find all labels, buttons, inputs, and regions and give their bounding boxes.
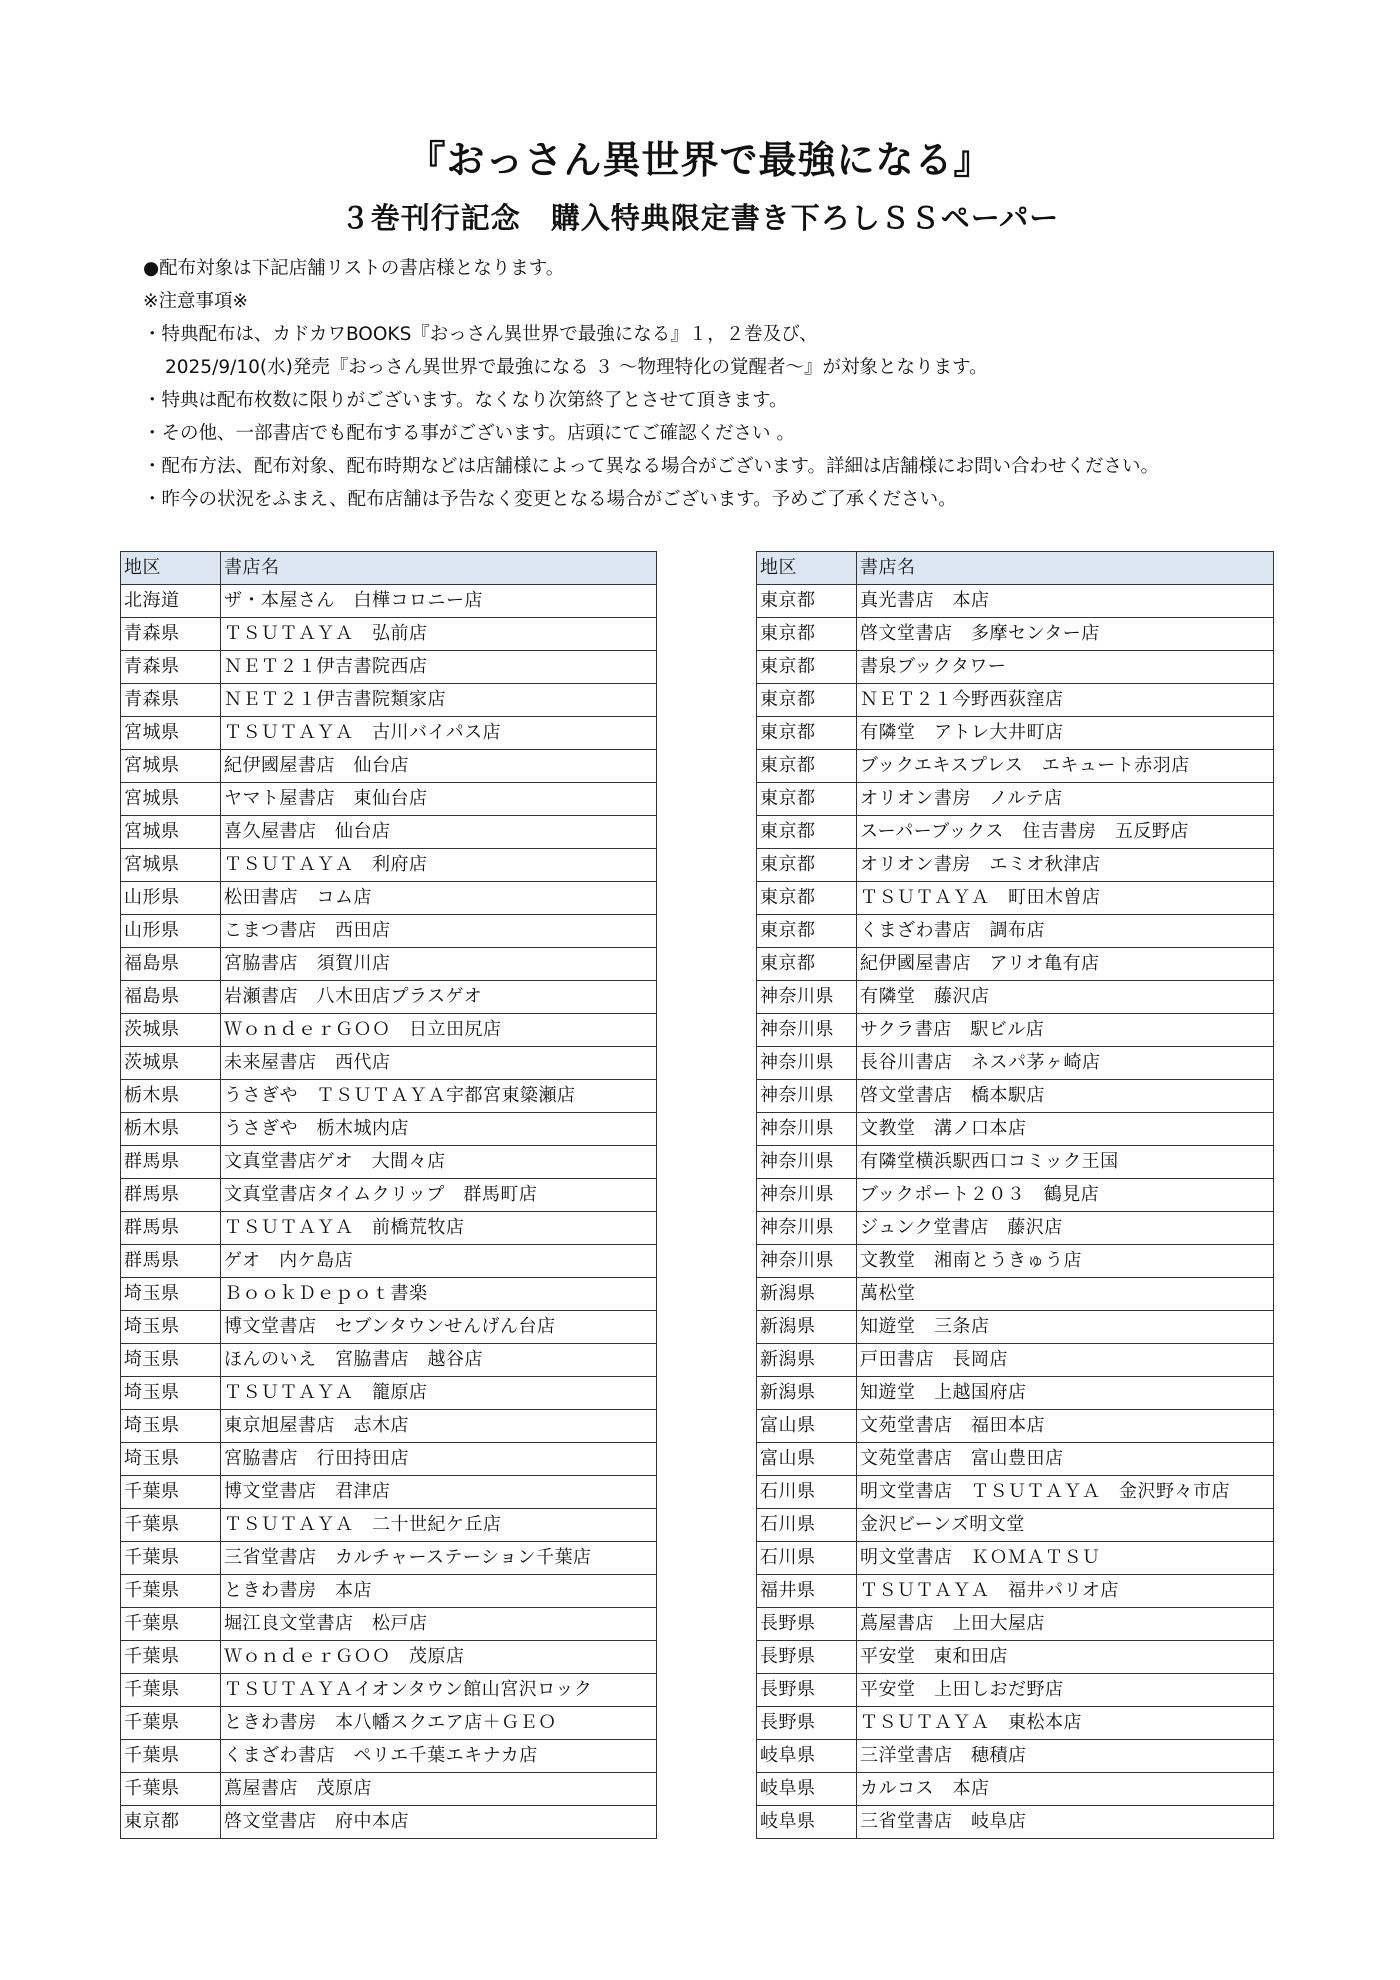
- region-cell: 群馬県: [121, 1212, 221, 1245]
- table-row: [121, 1113, 657, 1146]
- table-row: [121, 1608, 657, 1641]
- store-name-cell: オリオン書房 エミオ秋津店: [857, 849, 1274, 882]
- table-row: [757, 1806, 1274, 1839]
- region-cell: 茨城県: [121, 1014, 221, 1047]
- store-name-cell: 宮脇書店 須賀川店: [221, 948, 657, 981]
- store-name-cell: ＴＳＵＴＡＹＡ 東松本店: [857, 1707, 1274, 1740]
- store-name-cell: 文真堂書店ゲオ 大間々店: [221, 1146, 657, 1179]
- store-name-cell: うさぎや 栃木城内店: [221, 1113, 657, 1146]
- store-name-cell: ＴＳＵＴＡＹＡ 弘前店: [221, 618, 657, 651]
- store-name-cell: ＷｏｎｄｅｒＧＯＯ 日立田尻店: [221, 1014, 657, 1047]
- store-name-cell: オリオン書房 ノルテ店: [857, 783, 1274, 816]
- region-cell: 福島県: [121, 948, 221, 981]
- store-name-cell: 東京旭屋書店 志木店: [221, 1410, 657, 1443]
- store-name-cell: サクラ書店 駅ビル店: [857, 1014, 1274, 1047]
- page-subtitle: ３巻刊行記念 購入特典限定書き下ろしＳＳペーパー: [340, 201, 1060, 235]
- region-cell: 埼玉県: [121, 1410, 221, 1443]
- store-name-cell: スーパーブックス 住吉書房 五反野店: [857, 816, 1274, 849]
- table-row: [121, 948, 657, 981]
- store-name-cell: ＴＳＵＴＡＹＡ 古川バイパス店: [221, 717, 657, 750]
- table-row: [121, 1344, 657, 1377]
- store-name-cell: 真光書店 本店: [857, 585, 1274, 618]
- table-row: [757, 1542, 1274, 1575]
- store-name-cell: 紀伊國屋書店 アリオ亀有店: [857, 948, 1274, 981]
- store-name-cell: ＮＥＴ２１伊吉書院類家店: [221, 684, 657, 717]
- region-cell: 千葉県: [121, 1575, 221, 1608]
- region-cell: 埼玉県: [121, 1443, 221, 1476]
- store-name-cell: 博文堂書店 セブンタウンせんげん台店: [221, 1311, 657, 1344]
- region-cell: 神奈川県: [757, 981, 857, 1014]
- store-name-cell: 文真堂書店タイムクリップ 群馬町店: [221, 1179, 657, 1212]
- region-cell: 千葉県: [121, 1542, 221, 1575]
- store-name-cell: ＴＳＵＴＡＹＡ 利府店: [221, 849, 657, 882]
- region-cell: 栃木県: [121, 1113, 221, 1146]
- region-cell: 新潟県: [757, 1278, 857, 1311]
- table-row: [121, 1773, 657, 1806]
- table-row: [757, 1410, 1274, 1443]
- column-header-region: 地区: [757, 552, 857, 585]
- note-caution-heading: ※注意事項※: [143, 291, 249, 312]
- region-cell: 千葉県: [121, 1608, 221, 1641]
- table-row: [121, 1179, 657, 1212]
- region-cell: 東京都: [757, 849, 857, 882]
- store-name-cell: ＴＳＵＴＡＹＡ 二十世紀ケ丘店: [221, 1509, 657, 1542]
- table-row: [121, 1674, 657, 1707]
- store-name-cell: ジュンク堂書店 藤沢店: [857, 1212, 1274, 1245]
- table-header-row: [121, 552, 657, 585]
- table-header-row: [757, 552, 1274, 585]
- region-cell: 石川県: [757, 1509, 857, 1542]
- store-name-cell: ときわ書房 本八幡スクエア店＋ＧＥＯ: [221, 1707, 657, 1740]
- store-name-cell: ＴＳＵＴＡＹＡ 福井パリオ店: [857, 1575, 1274, 1608]
- table-row: [121, 915, 657, 948]
- region-cell: 山形県: [121, 915, 221, 948]
- table-row: [757, 915, 1274, 948]
- store-name-cell: 金沢ビーンズ明文堂: [857, 1509, 1274, 1542]
- note-eligible-volumes-cont: 2025/9/10(水)発売『おっさん異世界で最強になる ３ 〜物理特化の覚醒者〜』が対象となります。: [165, 357, 988, 378]
- store-name-cell: 蔦屋書店 茂原店: [221, 1773, 657, 1806]
- store-name-cell: 蔦屋書店 上田大屋店: [857, 1608, 1274, 1641]
- table-row: [121, 1311, 657, 1344]
- table-row: [121, 1740, 657, 1773]
- table-row: [757, 684, 1274, 717]
- table-row: [121, 1641, 657, 1674]
- table-row: [757, 1641, 1274, 1674]
- store-name-cell: 戸田書店 長岡店: [857, 1344, 1274, 1377]
- region-cell: 山形県: [121, 882, 221, 915]
- table-row: [757, 1773, 1274, 1806]
- store-name-cell: 有隣堂 アトレ大井町店: [857, 717, 1274, 750]
- region-cell: 青森県: [121, 684, 221, 717]
- store-name-cell: 文苑堂書店 富山豊田店: [857, 1443, 1274, 1476]
- table-row: [121, 1146, 657, 1179]
- region-cell: 神奈川県: [757, 1113, 857, 1146]
- store-name-cell: ザ・本屋さん 白樺コロニー店: [221, 585, 657, 618]
- store-name-cell: 平安堂 上田しおだ野店: [857, 1674, 1274, 1707]
- table-row: [121, 1047, 657, 1080]
- store-name-cell: 文教堂 溝ノ口本店: [857, 1113, 1274, 1146]
- store-name-cell: 文苑堂書店 福田本店: [857, 1410, 1274, 1443]
- region-cell: 岐阜県: [757, 1806, 857, 1839]
- region-cell: 神奈川県: [757, 1047, 857, 1080]
- note-other-stores: ・その他、一部書店でも配布する事がございます。店頭にてご確認ください 。: [143, 423, 795, 444]
- store-name-cell: ブックエキスプレス エキュート赤羽店: [857, 750, 1274, 783]
- table-row: [757, 1245, 1274, 1278]
- table-row: [121, 783, 657, 816]
- region-cell: 宮城県: [121, 717, 221, 750]
- table-row: [757, 816, 1274, 849]
- store-name-cell: 三省堂書店 岐阜店: [857, 1806, 1274, 1839]
- region-cell: 千葉県: [121, 1509, 221, 1542]
- store-name-cell: 紀伊國屋書店 仙台店: [221, 750, 657, 783]
- table-row: [757, 1146, 1274, 1179]
- region-cell: 宮城県: [121, 849, 221, 882]
- region-cell: 東京都: [757, 618, 857, 651]
- store-name-cell: ヤマト屋書店 東仙台店: [221, 783, 657, 816]
- region-cell: 青森県: [121, 618, 221, 651]
- store-name-cell: ＴＳＵＴＡＹＡ 町田木曽店: [857, 882, 1274, 915]
- column-header-region: 地区: [121, 552, 221, 585]
- table-row: [121, 1080, 657, 1113]
- page-title: 『おっさん異世界で最強になる』: [407, 138, 993, 182]
- table-row: [121, 651, 657, 684]
- store-table-right: [756, 551, 1274, 1839]
- store-name-cell: ブックポート２０３ 鶴見店: [857, 1179, 1274, 1212]
- region-cell: 群馬県: [121, 1179, 221, 1212]
- region-cell: 長野県: [757, 1641, 857, 1674]
- table-row: [121, 1443, 657, 1476]
- table-row: [121, 750, 657, 783]
- region-cell: 神奈川県: [757, 1212, 857, 1245]
- table-row: [757, 1674, 1274, 1707]
- region-cell: 福島県: [121, 981, 221, 1014]
- store-name-cell: 岩瀬書店 八木田店プラスゲオ: [221, 981, 657, 1014]
- store-name-cell: ときわ書房 本店: [221, 1575, 657, 1608]
- table-row: [757, 651, 1274, 684]
- region-cell: 東京都: [757, 882, 857, 915]
- region-cell: 新潟県: [757, 1344, 857, 1377]
- store-name-cell: 有隣堂横浜駅西口コミック王国: [857, 1146, 1274, 1179]
- region-cell: 長野県: [757, 1608, 857, 1641]
- store-name-cell: 啓文堂書店 府中本店: [221, 1806, 657, 1839]
- region-cell: 神奈川県: [757, 1014, 857, 1047]
- region-cell: 東京都: [121, 1806, 221, 1839]
- table-row: [757, 1509, 1274, 1542]
- region-cell: 東京都: [757, 651, 857, 684]
- table-row: [757, 849, 1274, 882]
- store-name-cell: ＴＳＵＴＡＹＡ 籠原店: [221, 1377, 657, 1410]
- store-name-cell: ＴＳＵＴＡＹＡ 前橋荒牧店: [221, 1212, 657, 1245]
- notes-section: [143, 252, 1343, 516]
- table-row: [757, 1311, 1274, 1344]
- region-cell: 福井県: [757, 1575, 857, 1608]
- store-name-cell: 有隣堂 藤沢店: [857, 981, 1274, 1014]
- store-name-cell: カルコス 本店: [857, 1773, 1274, 1806]
- table-row: [757, 585, 1274, 618]
- region-cell: 宮城県: [121, 783, 221, 816]
- table-row: [757, 1278, 1274, 1311]
- note-distribution-target: ●配布対象は下記店舗リストの書店様となります。: [143, 258, 565, 279]
- table-row: [757, 1344, 1274, 1377]
- table-row: [757, 1212, 1274, 1245]
- region-cell: 岐阜県: [757, 1773, 857, 1806]
- table-row: [757, 1476, 1274, 1509]
- store-name-cell: 博文堂書店 君津店: [221, 1476, 657, 1509]
- region-cell: 青森県: [121, 651, 221, 684]
- store-name-cell: 萬松堂: [857, 1278, 1274, 1311]
- table-row: [121, 1014, 657, 1047]
- store-name-cell: 啓文堂書店 橋本駅店: [857, 1080, 1274, 1113]
- table-row: [757, 882, 1274, 915]
- note-store-differences: ・配布方法、配布対象、配布時期などは店舗様によって異なる場合がございます。詳細は店舗様にお問い合わせください。: [143, 456, 1160, 477]
- region-cell: 新潟県: [757, 1311, 857, 1344]
- table-row: [757, 717, 1274, 750]
- region-cell: 栃木県: [121, 1080, 221, 1113]
- store-name-cell: くまざわ書店 ペリエ千葉エキナカ店: [221, 1740, 657, 1773]
- note-change-notice: ・昨今の状況をふまえ、配布店舗は予告なく変更となる場合がございます。予めご了承ください。: [143, 489, 957, 510]
- store-name-cell: ＴＳＵＴＡＹＡイオンタウン館山宮沢ロック: [221, 1674, 657, 1707]
- table-row: [757, 1080, 1274, 1113]
- table-row: [121, 1575, 657, 1608]
- column-header-store: 書店名: [857, 552, 1274, 585]
- region-cell: 北海道: [121, 585, 221, 618]
- store-name-cell: 堀江良文堂書店 松戸店: [221, 1608, 657, 1641]
- region-cell: 宮城県: [121, 750, 221, 783]
- store-name-cell: 書泉ブックタワー: [857, 651, 1274, 684]
- table-row: [757, 750, 1274, 783]
- table-row: [121, 1212, 657, 1245]
- store-name-cell: 松田書店 コム店: [221, 882, 657, 915]
- region-cell: 埼玉県: [121, 1278, 221, 1311]
- table-row: [121, 816, 657, 849]
- note-limited-quantity: ・特典は配布枚数に限りがございます。なくなり次第終了とさせて頂きます。: [143, 390, 788, 411]
- table-row: [121, 1278, 657, 1311]
- note-eligible-volumes: ・特典配布は、カドカワBOOKS『おっさん異世界で最強になる』１，２巻及び、: [143, 324, 818, 345]
- region-cell: 群馬県: [121, 1146, 221, 1179]
- table-row: [121, 981, 657, 1014]
- region-cell: 千葉県: [121, 1641, 221, 1674]
- region-cell: 東京都: [757, 783, 857, 816]
- table-row: [757, 1179, 1274, 1212]
- table-row: [121, 1377, 657, 1410]
- table-row: [757, 948, 1274, 981]
- table-row: [757, 783, 1274, 816]
- store-name-cell: ＷｏｎｄｅｒＧＯＯ 茂原店: [221, 1641, 657, 1674]
- store-name-cell: こまつ書店 西田店: [221, 915, 657, 948]
- store-name-cell: うさぎや ＴＳＵＴＡＹＡ宇都宮東簗瀬店: [221, 1080, 657, 1113]
- table-row: [121, 618, 657, 651]
- store-name-cell: 啓文堂書店 多摩センター店: [857, 618, 1274, 651]
- region-cell: 神奈川県: [757, 1179, 857, 1212]
- region-cell: 東京都: [757, 915, 857, 948]
- table-row: [121, 684, 657, 717]
- store-name-cell: ほんのいえ 宮脇書店 越谷店: [221, 1344, 657, 1377]
- region-cell: 富山県: [757, 1443, 857, 1476]
- table-row: [121, 1476, 657, 1509]
- region-cell: 茨城県: [121, 1047, 221, 1080]
- store-name-cell: 明文堂書店 ＫＯＭＡＴＳＵ: [857, 1542, 1274, 1575]
- store-name-cell: ＮＥＴ２１今野西荻窪店: [857, 684, 1274, 717]
- store-name-cell: ゲオ 内ケ島店: [221, 1245, 657, 1278]
- region-cell: 千葉県: [121, 1773, 221, 1806]
- region-cell: 千葉県: [121, 1740, 221, 1773]
- region-cell: 群馬県: [121, 1245, 221, 1278]
- region-cell: 神奈川県: [757, 1080, 857, 1113]
- region-cell: 埼玉県: [121, 1311, 221, 1344]
- table-row: [757, 1608, 1274, 1641]
- table-row: [757, 1707, 1274, 1740]
- region-cell: 宮城県: [121, 816, 221, 849]
- table-row: [121, 585, 657, 618]
- table-row: [121, 849, 657, 882]
- store-name-cell: 宮脇書店 行田持田店: [221, 1443, 657, 1476]
- region-cell: 神奈川県: [757, 1245, 857, 1278]
- store-name-cell: 知遊堂 上越国府店: [857, 1377, 1274, 1410]
- region-cell: 千葉県: [121, 1674, 221, 1707]
- region-cell: 新潟県: [757, 1377, 857, 1410]
- table-row: [121, 1542, 657, 1575]
- region-cell: 埼玉県: [121, 1344, 221, 1377]
- table-row: [121, 1707, 657, 1740]
- table-row: [757, 981, 1274, 1014]
- region-cell: 千葉県: [121, 1707, 221, 1740]
- column-header-store: 書店名: [221, 552, 657, 585]
- store-name-cell: 三洋堂書店 穂積店: [857, 1740, 1274, 1773]
- region-cell: 東京都: [757, 684, 857, 717]
- store-table-left: [120, 551, 657, 1839]
- region-cell: 神奈川県: [757, 1146, 857, 1179]
- table-row: [121, 717, 657, 750]
- store-name-cell: 喜久屋書店 仙台店: [221, 816, 657, 849]
- region-cell: 埼玉県: [121, 1377, 221, 1410]
- store-name-cell: 長谷川書店 ネスパ茅ヶ崎店: [857, 1047, 1274, 1080]
- table-row: [121, 882, 657, 915]
- region-cell: 東京都: [757, 585, 857, 618]
- store-name-cell: 平安堂 東和田店: [857, 1641, 1274, 1674]
- table-row: [757, 618, 1274, 651]
- table-row: [121, 1806, 657, 1839]
- region-cell: 長野県: [757, 1674, 857, 1707]
- table-row: [757, 1443, 1274, 1476]
- region-cell: 東京都: [757, 948, 857, 981]
- region-cell: 千葉県: [121, 1476, 221, 1509]
- store-name-cell: ＮＥＴ２１伊吉書院西店: [221, 651, 657, 684]
- store-name-cell: 三省堂書店 カルチャーステーション千葉店: [221, 1542, 657, 1575]
- table-row: [757, 1014, 1274, 1047]
- region-cell: 東京都: [757, 717, 857, 750]
- store-name-cell: 明文堂書店 ＴＳＵＴＡＹＡ 金沢野々市店: [857, 1476, 1274, 1509]
- table-row: [757, 1740, 1274, 1773]
- region-cell: 長野県: [757, 1707, 857, 1740]
- region-cell: 東京都: [757, 750, 857, 783]
- region-cell: 東京都: [757, 816, 857, 849]
- region-cell: 石川県: [757, 1542, 857, 1575]
- table-row: [757, 1047, 1274, 1080]
- region-cell: 石川県: [757, 1476, 857, 1509]
- store-name-cell: 文教堂 湘南とうきゅう店: [857, 1245, 1274, 1278]
- table-row: [757, 1113, 1274, 1146]
- table-row: [121, 1245, 657, 1278]
- store-name-cell: ＢｏｏｋＤｅｐｏｔ書楽: [221, 1278, 657, 1311]
- store-name-cell: 未来屋書店 西代店: [221, 1047, 657, 1080]
- table-row: [121, 1410, 657, 1443]
- region-cell: 岐阜県: [757, 1740, 857, 1773]
- store-name-cell: 知遊堂 三条店: [857, 1311, 1274, 1344]
- store-name-cell: くまざわ書店 調布店: [857, 915, 1274, 948]
- region-cell: 富山県: [757, 1410, 857, 1443]
- table-row: [121, 1509, 657, 1542]
- table-row: [757, 1377, 1274, 1410]
- table-row: [757, 1575, 1274, 1608]
